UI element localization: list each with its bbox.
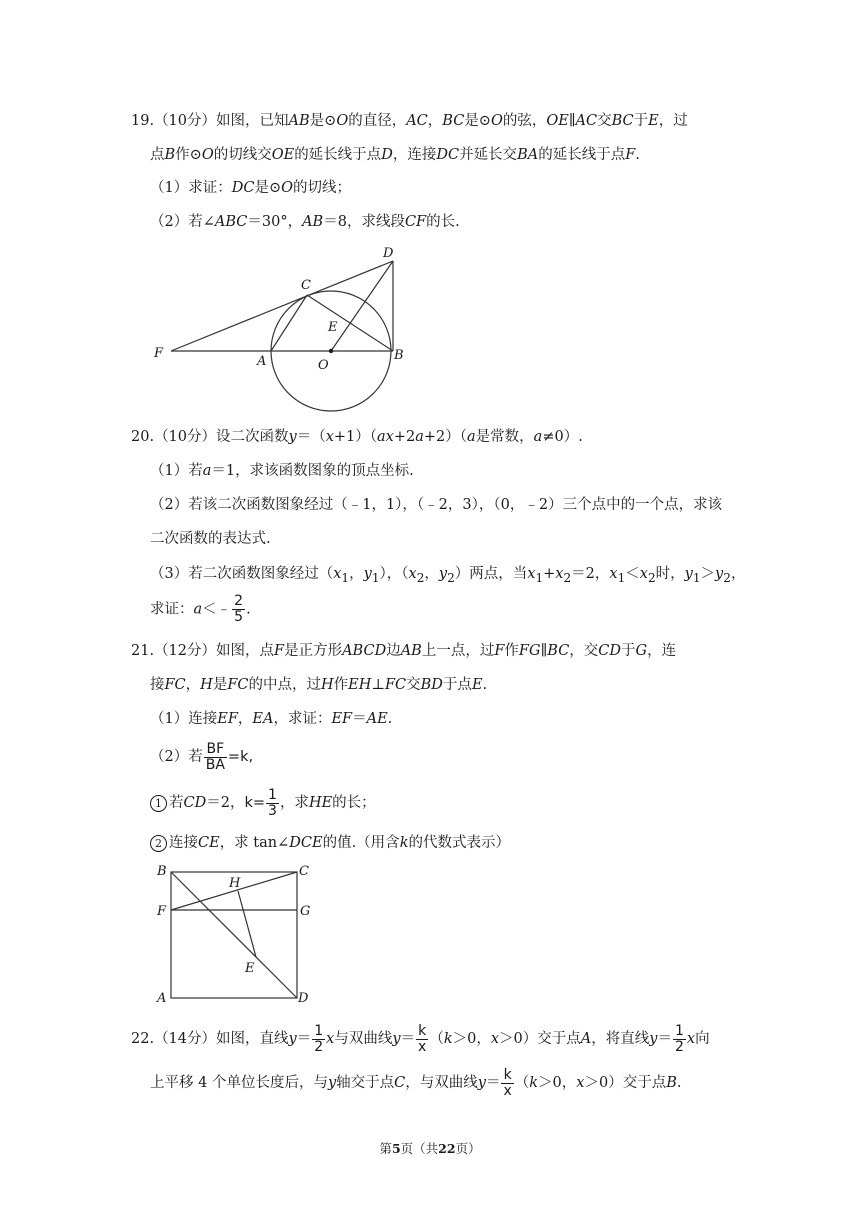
q21-number: 21.: [131, 643, 155, 659]
label-b: B: [157, 864, 167, 879]
circled-two-icon: 2: [150, 835, 167, 852]
q20-number: 20.: [131, 429, 155, 445]
q21-line-1: 21.（12分）如图，点F是正方形ABCD边AB上一点，过F作FG∥BC，交CD于G，连: [131, 643, 677, 659]
label-o: O: [318, 358, 329, 373]
line-od: [331, 261, 393, 351]
q20-sub-3b: 求证：a＜﹣ $\frac{2}{5}$ .: [150, 593, 251, 625]
label-a: A: [257, 354, 267, 369]
q20-sub-2b: 二次函数的表达式.: [150, 531, 271, 547]
q19-line-1: 19.（10分）如图，已知AB是⊙O的直径，AC，BC是⊙O的弦，OE∥AC交BC于E，过: [131, 113, 688, 129]
label-e: E: [245, 961, 255, 976]
label-f: F: [157, 904, 167, 919]
q19-number: 19.: [131, 113, 155, 129]
circled-one-icon: 1: [150, 795, 167, 812]
q22-number: 22.: [131, 1031, 155, 1047]
q20-sub-2: （2）若该二次函数图象经过（﹣1，1），（﹣2，3），（0，﹣2）三个点中的一个点，求该: [150, 497, 723, 513]
page-number: 5: [391, 1141, 401, 1156]
label-f: F: [154, 346, 164, 361]
q20-line-1: 20.（10分）设二次函数y＝（x+1）（ax+2a+2）（a是常数，a≠0）.: [131, 429, 583, 445]
q21-sub-1: （1）连接EF，EA，求证：EF＝AE.: [150, 711, 393, 727]
fraction-bf-ba: $\frac{BF}{BA}$: [205, 740, 225, 773]
label-e: E: [328, 320, 338, 335]
q21-sub-2-2: 2 连接CE，求 tan∠DCE的值.（用含k的代数式表示）: [150, 834, 510, 852]
label-b: B: [394, 348, 404, 363]
q22-line-1: 22.（14分）如图，直线y＝ $\frac{1}{2}$ x与双曲线y＝ $\frac{k}{x}$ （k＞0，x＞0）交于点A，将直线y＝ $\frac{1}{2}$ x向: [131, 1022, 710, 1055]
label-d: D: [298, 991, 309, 1006]
page-footer: 第5页（共22页）: [379, 1141, 481, 1156]
fraction-two-fifths: $\frac{2}{5}$: [234, 593, 244, 625]
q19-figure: [150, 242, 410, 414]
q21-sub-2: （2）若 $\frac{BF}{BA}$ =k,: [150, 740, 254, 773]
line-he: [238, 891, 256, 957]
label-c: C: [299, 864, 309, 879]
label-h: H: [229, 876, 241, 891]
fraction-one-half: $\frac{1}{2}$: [314, 1022, 324, 1055]
q20-sub-3: （3）若二次函数图象经过（$x_1$，$y_1$），（$x_2$，$y_2$）两点，当$x_1+x_2=2$，$x_1<x_2$时，$y_1>y_2$，: [150, 566, 746, 585]
page-total: 22: [438, 1141, 456, 1156]
fraction-k-x: $\frac{k}{x}$: [418, 1022, 427, 1055]
label-g: G: [300, 904, 311, 919]
point-o: [329, 349, 333, 353]
q19-sub-2: （2）若∠ABC＝30°，AB＝8，求线段CF的长.: [150, 214, 460, 230]
q19-sub-1: （1）求证：DC是⊙O的切线；: [150, 180, 352, 196]
q21-line-2: 接FC，H是FC的中点，过H作EH⊥FC交BD于点E.: [150, 677, 488, 693]
q20-sub-1: （1）若a＝1，求该函数图象的顶点坐标.: [150, 463, 414, 479]
line-fd: [171, 261, 393, 351]
label-d: D: [383, 246, 394, 261]
fraction-one-half: $\frac{1}{2}$: [674, 1022, 684, 1055]
q19-line-2: 点B作⊙O的切线交OE的延长线于点D，连接DC并延长交BA的延长线于点F.: [150, 147, 640, 163]
q21-sub-2-1: 1 若CD＝2，k= $\frac{1}{3}$ ，求HE的长；: [150, 786, 376, 820]
label-c: C: [301, 278, 311, 293]
q22-line-2: 上平移 4 个单位长度后，与y轴交于点C，与双曲线y＝ $\frac{k}{x}$ （k＞0，x＞0）交于点B.: [150, 1066, 682, 1099]
fraction-one-third: $\frac{1}{3}$: [268, 786, 277, 819]
label-a: A: [157, 991, 167, 1006]
q21-figure: [150, 860, 330, 1010]
fraction-k-x: $\frac{k}{x}$: [503, 1066, 512, 1099]
